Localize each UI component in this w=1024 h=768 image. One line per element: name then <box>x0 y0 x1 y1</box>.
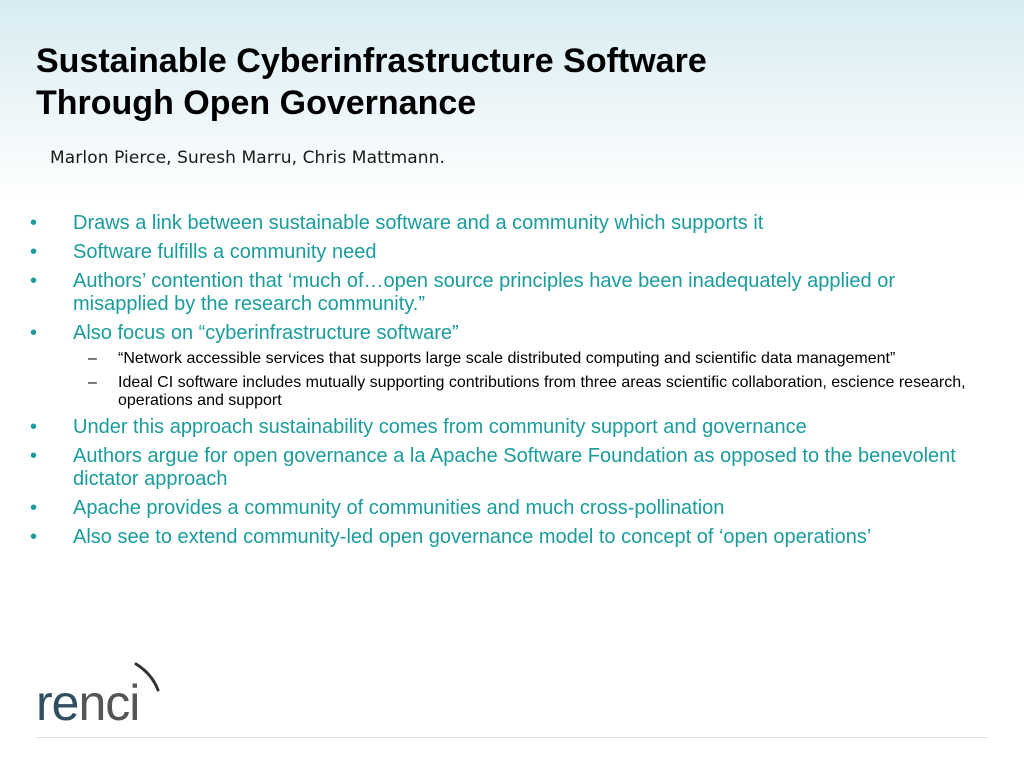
bullet-item <box>30 526 990 549</box>
slide-title-line-2: Through Open Governance <box>36 84 477 122</box>
slide-title-line-1: Sustainable Cyberinfrastructure Software <box>36 42 707 80</box>
bullet-text: Draws a link between sustainable software and a community which supports it <box>73 212 764 234</box>
bullet-text: Authors’ contention that ‘much of…open source principles have been inadequately applied or misapplied by the research community.” <box>73 270 896 315</box>
sub-bullet-text: “Network accessible services that supports large scale distributed computing and scientific data management” <box>118 350 896 367</box>
bullet-item <box>30 445 990 491</box>
footer-divider <box>36 737 988 738</box>
bullet-item <box>30 322 990 410</box>
bullet-marker: • <box>30 526 38 548</box>
sub-bullet-item <box>73 350 990 368</box>
slide-title <box>36 40 936 124</box>
bullet-item <box>30 416 990 439</box>
bullet-marker: • <box>30 322 38 344</box>
bullet-list <box>30 212 990 555</box>
bullet-text: Authors argue for open governance a la Apache Software Foundation as opposed to the benevolent dictator approach <box>73 445 956 490</box>
logo-text-re: re <box>36 675 79 726</box>
bullet-text: Also see to extend community-led open governance model to concept of ‘open operations’ <box>73 526 872 548</box>
sub-bullet-marker: – <box>88 350 97 367</box>
bullet-text: Also focus on “cyberinfrastructure software” <box>73 322 459 344</box>
svg-text:renci <box>36 675 139 726</box>
authors-line: Marlon Pierce, Suresh Marru, Chris Mattmann. <box>50 148 446 168</box>
bullet-marker: • <box>30 241 38 263</box>
logo-text-nci: nci <box>78 675 140 726</box>
bullet-item <box>30 270 990 316</box>
sub-bullet-marker: – <box>88 374 97 391</box>
bullet-text: Software fulfills a community need <box>73 241 377 263</box>
bullet-marker: • <box>30 270 38 292</box>
bullet-marker: • <box>30 497 38 519</box>
bullet-item <box>30 241 990 264</box>
bullet-item <box>30 212 990 235</box>
bullet-text: Apache provides a community of communities and much cross-pollination <box>73 497 725 519</box>
bullet-text: Under this approach sustainability comes from community support and governance <box>73 416 807 438</box>
sub-bullet-item <box>73 374 990 410</box>
bullet-item <box>30 497 990 520</box>
bullet-marker: • <box>30 445 38 467</box>
bullet-marker: • <box>30 212 38 234</box>
sub-bullet-text: Ideal CI software includes mutually supporting contributions from three areas scientific collaboration, escience research, operations and support <box>118 374 966 409</box>
bullet-marker: • <box>30 416 38 438</box>
sub-bullet-list <box>73 350 990 410</box>
renci-logo <box>36 660 166 726</box>
